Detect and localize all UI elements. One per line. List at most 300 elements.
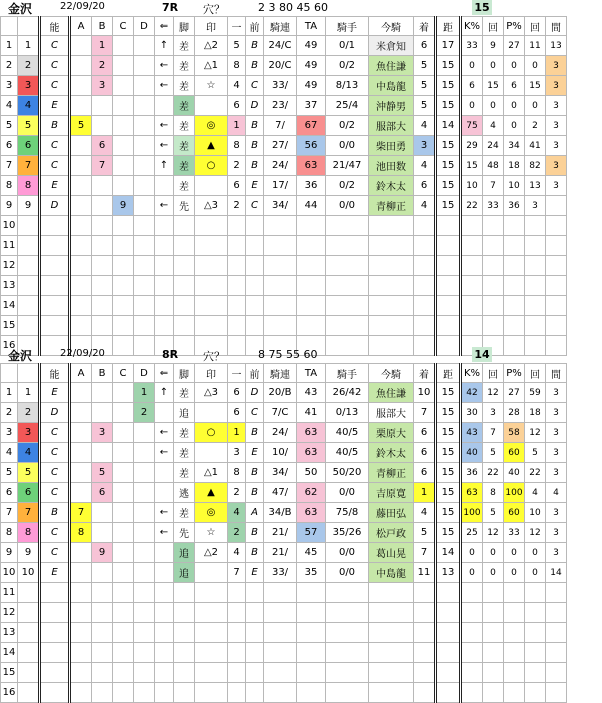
interval-cell: 3 <box>546 383 567 403</box>
table-row[interactable] <box>1 276 567 296</box>
jockey-name-cell: 池田数 <box>369 156 414 176</box>
jockey-name-cell: 服部大 <box>369 403 414 423</box>
table-row[interactable] <box>1 443 567 463</box>
finish-cell <box>414 663 436 683</box>
jockey-name-cell: 青柳正 <box>369 196 414 216</box>
jockey-name-cell <box>369 216 414 236</box>
distance-cell <box>436 643 461 663</box>
jockey-rate-cell: 24/ <box>264 423 297 443</box>
col-b-cell: 1 <box>92 36 113 56</box>
col-c-cell <box>113 256 134 276</box>
ability-cell: D <box>40 196 70 216</box>
jockey-name-cell: 中島龍 <box>369 563 414 583</box>
col-a-cell <box>70 276 92 296</box>
table-row[interactable] <box>1 296 567 316</box>
kai2-cell <box>525 603 546 623</box>
row-index-cell: 1 <box>1 36 18 56</box>
col-b-cell <box>92 663 113 683</box>
header-interval: 間 <box>546 17 567 36</box>
ta-cell: 49 <box>297 76 326 96</box>
ta-cell <box>297 583 326 603</box>
kai2-cell: 15 <box>525 76 546 96</box>
gate-number-cell: 9 <box>18 543 40 563</box>
k-pct-cell <box>461 583 483 603</box>
row-index-cell: 6 <box>1 136 18 156</box>
col-a-cell: 8 <box>70 523 92 543</box>
running-style-cell <box>174 276 195 296</box>
ta-cell: 45 <box>297 543 326 563</box>
distance-cell <box>436 583 461 603</box>
gate-number-cell: 9 <box>18 196 40 216</box>
header-pop: 一 <box>228 17 246 36</box>
col-b-cell <box>92 116 113 136</box>
arrow-cell <box>155 276 174 296</box>
header-ta: TA <box>297 17 326 36</box>
pop-cell: 6 <box>228 176 246 196</box>
col-d-cell: 1 <box>134 383 155 403</box>
jockey-rate-cell: 47/ <box>264 483 297 503</box>
kai2-cell: 0 <box>525 563 546 583</box>
col-b-cell <box>92 403 113 423</box>
table-row[interactable] <box>1 583 567 603</box>
finish-cell: 4 <box>414 116 436 136</box>
ability-cell: C <box>40 156 70 176</box>
running-style-cell <box>174 643 195 663</box>
table-row[interactable] <box>1 76 567 96</box>
arrow-cell <box>155 543 174 563</box>
interval-cell: 3 <box>546 403 567 423</box>
mark-cell <box>195 583 228 603</box>
col-d-cell <box>134 523 155 543</box>
col-d-cell <box>134 563 155 583</box>
col-b-cell <box>92 683 113 703</box>
header-kai1: 回 <box>483 17 504 36</box>
k-pct-cell: 42 <box>461 383 483 403</box>
running-style-cell: 差 <box>174 56 195 76</box>
row-index-cell: 16 <box>1 683 18 703</box>
col-c-cell <box>113 443 134 463</box>
p-pct-cell <box>504 603 525 623</box>
gate-number-cell: 1 <box>18 383 40 403</box>
k-pct-cell <box>461 663 483 683</box>
table-row[interactable] <box>1 563 567 583</box>
jockey-stat-cell <box>326 296 369 316</box>
running-style-cell: 差 <box>174 36 195 56</box>
p-pct-cell <box>504 583 525 603</box>
arrow-cell <box>155 583 174 603</box>
table-row[interactable] <box>1 623 567 643</box>
ana-label: 穴？ <box>203 350 225 363</box>
arrow-cell: ← <box>155 76 174 96</box>
arrow-cell <box>155 96 174 116</box>
col-a-cell <box>70 76 92 96</box>
running-style-cell: 差 <box>174 463 195 483</box>
jockey-stat-cell <box>326 256 369 276</box>
interval-cell: 3 <box>546 76 567 96</box>
header-row <box>1 17 567 36</box>
prev-cell: B <box>246 483 264 503</box>
col-b-cell <box>92 296 113 316</box>
ta-cell: 63 <box>297 443 326 463</box>
col-a-cell <box>70 543 92 563</box>
gate-number-cell: 8 <box>18 523 40 543</box>
prev-cell: C <box>246 403 264 423</box>
col-b-cell <box>92 196 113 216</box>
prev-cell <box>246 583 264 603</box>
col-b-cell <box>92 603 113 623</box>
jockey-name-cell: 魚住謙 <box>369 56 414 76</box>
p-pct-cell <box>504 623 525 643</box>
col-a-cell <box>70 96 92 116</box>
col-c-cell <box>113 503 134 523</box>
ta-cell: 43 <box>297 383 326 403</box>
running-style-cell: 差 <box>174 423 195 443</box>
running-style-cell <box>174 316 195 336</box>
table-row[interactable] <box>1 423 567 443</box>
interval-cell: 3 <box>546 523 567 543</box>
gate-number-cell: 3 <box>18 423 40 443</box>
jockey-stat-cell <box>326 683 369 703</box>
pop-cell: 2 <box>228 483 246 503</box>
gate-number-cell: 3 <box>18 76 40 96</box>
running-style-cell <box>174 683 195 703</box>
prev-cell: B <box>246 523 264 543</box>
col-b-cell: 7 <box>92 156 113 176</box>
running-style-cell <box>174 623 195 643</box>
table-row[interactable] <box>1 136 567 156</box>
gate-number-cell: 4 <box>18 443 40 463</box>
running-style-cell: 差 <box>174 443 195 463</box>
prev-cell <box>246 623 264 643</box>
finish-cell <box>414 583 436 603</box>
header-mark: 印 <box>195 364 228 383</box>
table-row[interactable] <box>1 316 567 336</box>
jockey-stat-cell: 0/0 <box>326 483 369 503</box>
finish-cell: 6 <box>414 443 436 463</box>
col-b-cell <box>92 276 113 296</box>
ability-cell: B <box>40 503 70 523</box>
arrow-cell: ← <box>155 423 174 443</box>
mark-cell: △1 <box>195 463 228 483</box>
arrow-cell <box>155 463 174 483</box>
finish-cell: 6 <box>414 176 436 196</box>
ability-cell <box>40 583 70 603</box>
table-row[interactable] <box>1 683 567 703</box>
ta-cell: 50 <box>297 463 326 483</box>
finish-cell: 5 <box>414 56 436 76</box>
kai1-cell: 48 <box>483 156 504 176</box>
table-row[interactable] <box>1 403 567 423</box>
distance-cell: 15 <box>436 156 461 176</box>
finish-cell: 5 <box>414 523 436 543</box>
gate-number-cell <box>18 603 40 623</box>
jockey-name-cell: 中島龍 <box>369 76 414 96</box>
table-row[interactable] <box>1 176 567 196</box>
row-index-cell: 7 <box>1 503 18 523</box>
ability-cell <box>40 256 70 276</box>
kai1-cell: 3 <box>483 403 504 423</box>
table-row[interactable] <box>1 483 567 503</box>
header-row-index <box>1 364 18 383</box>
jockey-stat-cell: 0/2 <box>326 56 369 76</box>
pop-cell <box>228 623 246 643</box>
jockey-stat-cell <box>326 316 369 336</box>
col-d-cell <box>134 256 155 276</box>
col-b-cell <box>92 383 113 403</box>
gate-number-cell <box>18 276 40 296</box>
col-c-cell <box>113 56 134 76</box>
col-c-cell <box>113 683 134 703</box>
col-c-cell <box>113 236 134 256</box>
pop-cell: 5 <box>228 36 246 56</box>
jockey-rate-cell: 27/ <box>264 136 297 156</box>
header-p-pct: P% <box>504 17 525 36</box>
table-row[interactable] <box>1 36 567 56</box>
jockey-name-cell: 吉原寛 <box>369 483 414 503</box>
kai1-cell: 5 <box>483 443 504 463</box>
finish-cell: 6 <box>414 463 436 483</box>
row-index-cell: 12 <box>1 603 18 623</box>
ta-cell: 41 <box>297 403 326 423</box>
row-index-cell: 9 <box>1 543 18 563</box>
gate-number-cell <box>18 663 40 683</box>
jockey-rate-cell <box>264 683 297 703</box>
running-style-cell: 差 <box>174 136 195 156</box>
table-row[interactable] <box>1 643 567 663</box>
header-running-style: 脚 <box>174 364 195 383</box>
ta-cell: 63 <box>297 503 326 523</box>
col-c-cell <box>113 483 134 503</box>
col-a-cell <box>70 136 92 156</box>
row-index-cell: 14 <box>1 643 18 663</box>
interval-cell <box>546 683 567 703</box>
table-row[interactable] <box>1 56 567 76</box>
k-pct-cell <box>461 216 483 236</box>
mark-cell <box>195 96 228 116</box>
col-c-cell <box>113 523 134 543</box>
mark-cell <box>195 296 228 316</box>
row-index-cell: 11 <box>1 236 18 256</box>
distance-cell: 15 <box>436 503 461 523</box>
distance-cell: 15 <box>436 403 461 423</box>
running-style-cell <box>174 256 195 276</box>
gate-number-cell <box>18 216 40 236</box>
arrow-cell <box>155 216 174 236</box>
running-style-cell: 追 <box>174 543 195 563</box>
ta-cell <box>297 296 326 316</box>
kai1-cell: 24 <box>483 136 504 156</box>
k-pct-cell <box>461 603 483 623</box>
pop-cell: 2 <box>228 196 246 216</box>
mark-cell <box>195 683 228 703</box>
table-row[interactable] <box>1 383 567 403</box>
jockey-rate-cell: 34/ <box>264 196 297 216</box>
race-date: 22/09/20 <box>60 1 105 12</box>
distance-cell: 15 <box>436 443 461 463</box>
finish-cell: 5 <box>414 76 436 96</box>
interval-cell: 3 <box>546 96 567 116</box>
pop-cell <box>228 256 246 276</box>
kai2-cell: 0 <box>525 543 546 563</box>
header-jockey-name: 今騎 <box>369 17 414 36</box>
header-k-pct: K% <box>461 364 483 383</box>
p-pct-cell <box>504 216 525 236</box>
col-a-cell <box>70 383 92 403</box>
mark-cell: ○ <box>195 156 228 176</box>
col-d-cell <box>134 276 155 296</box>
ability-cell <box>40 603 70 623</box>
jockey-stat-cell <box>326 643 369 663</box>
p-pct-cell: 0 <box>504 563 525 583</box>
ana-label: 穴？ <box>203 3 225 16</box>
ability-cell: C <box>40 463 70 483</box>
finish-cell: 6 <box>414 423 436 443</box>
table-row[interactable] <box>1 543 567 563</box>
header-gate-number <box>18 17 40 36</box>
pop-cell: 8 <box>228 463 246 483</box>
jockey-stat-cell <box>326 603 369 623</box>
header-finish: 着 <box>414 17 436 36</box>
entry-table <box>0 363 567 703</box>
jockey-stat-cell <box>326 216 369 236</box>
col-b-cell <box>92 643 113 663</box>
jockey-name-cell <box>369 643 414 663</box>
kai2-cell <box>525 276 546 296</box>
pop-cell: 8 <box>228 136 246 156</box>
col-b-cell <box>92 503 113 523</box>
kai2-cell: 0 <box>525 56 546 76</box>
table-row[interactable] <box>1 236 567 256</box>
table-row[interactable] <box>1 256 567 276</box>
distance-badge: 14 <box>472 347 492 362</box>
ta-cell: 57 <box>297 523 326 543</box>
col-c-cell <box>113 136 134 156</box>
ta-cell <box>297 316 326 336</box>
col-d-cell <box>134 176 155 196</box>
table-row[interactable] <box>1 216 567 236</box>
mark-cell: △3 <box>195 383 228 403</box>
col-a-cell <box>70 483 92 503</box>
row-index-cell: 8 <box>1 176 18 196</box>
p-pct-cell <box>504 236 525 256</box>
kai2-cell <box>525 256 546 276</box>
interval-cell: 3 <box>546 503 567 523</box>
jockey-name-cell: 葛山晃 <box>369 543 414 563</box>
pop-cell <box>228 236 246 256</box>
ta-cell: 63 <box>297 156 326 176</box>
col-d-cell <box>134 603 155 623</box>
kai1-cell <box>483 236 504 256</box>
kai1-cell <box>483 643 504 663</box>
table-row[interactable] <box>1 96 567 116</box>
kai1-cell: 5 <box>483 503 504 523</box>
table-row[interactable] <box>1 156 567 176</box>
gate-number-cell: 8 <box>18 176 40 196</box>
jockey-stat-cell: 40/5 <box>326 423 369 443</box>
col-d-cell <box>134 443 155 463</box>
p-pct-cell: 0 <box>504 56 525 76</box>
table-row[interactable] <box>1 663 567 683</box>
col-a-cell: 7 <box>70 503 92 523</box>
kai1-cell: 7 <box>483 423 504 443</box>
jockey-rate-cell: 20/C <box>264 56 297 76</box>
col-c-cell <box>113 156 134 176</box>
col-d-cell: 2 <box>134 403 155 423</box>
row-index-cell: 2 <box>1 56 18 76</box>
jockey-rate-cell <box>264 583 297 603</box>
col-a-cell <box>70 176 92 196</box>
ability-cell <box>40 316 70 336</box>
p-pct-cell: 18 <box>504 156 525 176</box>
table-row[interactable] <box>1 503 567 523</box>
col-d-cell <box>134 663 155 683</box>
mark-cell <box>195 276 228 296</box>
ability-cell: C <box>40 136 70 156</box>
distance-cell <box>436 216 461 236</box>
ta-cell <box>297 256 326 276</box>
kai2-cell: 2 <box>525 116 546 136</box>
kai1-cell <box>483 683 504 703</box>
p-pct-cell: 40 <box>504 463 525 483</box>
k-pct-cell <box>461 296 483 316</box>
table-row[interactable] <box>1 196 567 216</box>
distance-cell <box>436 256 461 276</box>
col-b-cell <box>92 583 113 603</box>
ability-cell: E <box>40 563 70 583</box>
arrow-cell <box>155 256 174 276</box>
race-number: 7R <box>162 1 179 14</box>
pop-cell: 8 <box>228 56 246 76</box>
row-index-cell: 14 <box>1 296 18 316</box>
finish-cell: 11 <box>414 563 436 583</box>
pop-cell: 2 <box>228 156 246 176</box>
ability-cell <box>40 683 70 703</box>
k-pct-cell: 43 <box>461 423 483 443</box>
kai2-cell: 13 <box>525 176 546 196</box>
arrow-cell <box>155 683 174 703</box>
kai2-cell: 11 <box>525 36 546 56</box>
col-c-cell <box>113 116 134 136</box>
distance-cell: 13 <box>436 563 461 583</box>
col-c-cell <box>113 296 134 316</box>
header-extra: 8 75 55 60 <box>258 348 318 361</box>
running-style-cell <box>174 216 195 236</box>
kai2-cell <box>525 236 546 256</box>
finish-cell: 5 <box>414 96 436 116</box>
kai1-cell: 15 <box>483 76 504 96</box>
col-b-cell <box>92 623 113 643</box>
col-b-cell: 2 <box>92 56 113 76</box>
kai2-cell <box>525 643 546 663</box>
distance-badge: 15 <box>472 0 492 15</box>
distance-cell <box>436 683 461 703</box>
jockey-name-cell <box>369 583 414 603</box>
table-row[interactable] <box>1 523 567 543</box>
table-row[interactable] <box>1 603 567 623</box>
mark-cell <box>195 443 228 463</box>
header-kai1: 回 <box>483 364 504 383</box>
interval-cell: 3 <box>546 423 567 443</box>
col-c-cell <box>113 643 134 663</box>
table-row[interactable] <box>1 116 567 136</box>
header-col-b: B <box>92 17 113 36</box>
col-a-cell <box>70 156 92 176</box>
gate-number-cell <box>18 316 40 336</box>
col-a-cell <box>70 256 92 276</box>
table-row[interactable] <box>1 463 567 483</box>
interval-cell <box>546 663 567 683</box>
kai2-cell: 3 <box>525 196 546 216</box>
